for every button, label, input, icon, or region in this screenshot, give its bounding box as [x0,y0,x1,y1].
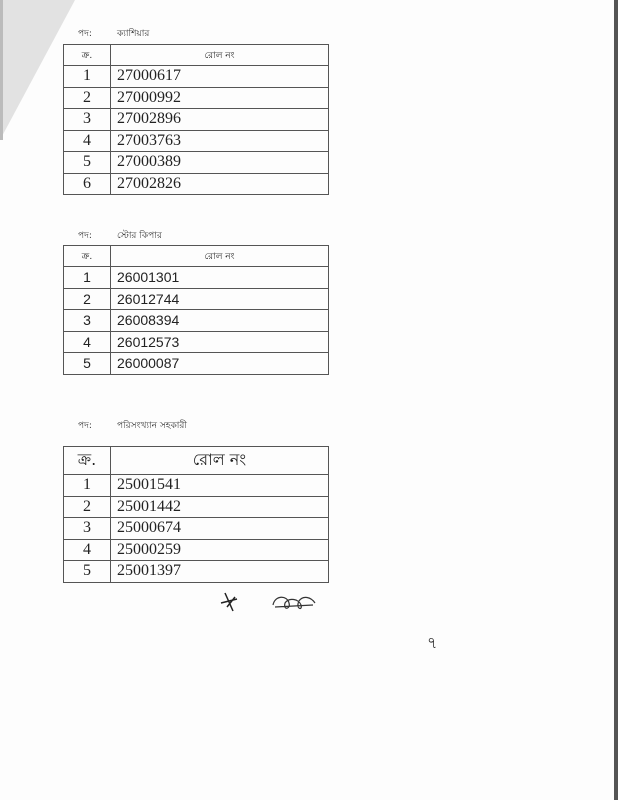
table-row [64,539,329,561]
post-key: পদ: [78,421,92,431]
serial: 1 [64,475,111,497]
header-roll: রোল নং [111,447,329,475]
post-key: পদ: [78,29,92,39]
table-row [64,475,329,497]
table-row [64,288,329,310]
table-header [64,447,329,475]
header-roll: রোল নং [111,246,329,267]
table-row [64,152,329,174]
serial: 2 [64,87,111,109]
roll: 26012573 [111,331,329,353]
roll: 27002826 [111,173,329,195]
serial: 3 [64,518,111,540]
table-cashier [63,44,329,195]
table-row [64,496,329,518]
serial: 2 [64,496,111,518]
roll: 25000674 [111,518,329,540]
table-row [64,353,329,375]
serial: 2 [64,288,111,310]
roll: 25001397 [111,561,329,583]
header-serial: ক্র. [64,45,111,66]
serial: 4 [64,130,111,152]
serial: 4 [64,539,111,561]
serial: 1 [64,66,111,88]
post-key: পদ: [78,231,92,241]
post-value: পরিসংখ্যান সহকারী [117,421,187,431]
roll: 25001442 [111,496,329,518]
roll: 27000617 [111,66,329,88]
post-value: স্টোর কিপার [117,231,162,241]
table-row [64,130,329,152]
serial: 6 [64,173,111,195]
roll: 27003763 [111,130,329,152]
page-fold-edge [0,0,3,140]
serial: 5 [64,152,111,174]
table-header [64,45,329,66]
roll: 25001541 [111,475,329,497]
roll: 26012744 [111,288,329,310]
table-row [64,331,329,353]
serial: 3 [64,310,111,332]
page-number: ৭ [427,633,438,652]
scan-edge [614,0,618,800]
handwritten-signature [215,585,325,620]
serial: 1 [64,267,111,289]
roll: 26001301 [111,267,329,289]
header-serial: ক্র. [64,447,111,475]
roll: 27002896 [111,109,329,131]
header-serial: ক্র. [64,246,111,267]
serial: 5 [64,561,111,583]
table-row [64,87,329,109]
table-row [64,173,329,195]
roll: 26000087 [111,353,329,375]
serial: 4 [64,331,111,353]
roll: 26008394 [111,310,329,332]
table-row [64,518,329,540]
header-roll: রোল নং [111,45,329,66]
roll: 27000992 [111,87,329,109]
serial: 5 [64,353,111,375]
table-store-keeper [63,245,329,375]
table-header [64,246,329,267]
table-row [64,561,329,583]
table-row [64,310,329,332]
roll: 27000389 [111,152,329,174]
table-row [64,109,329,131]
roll: 25000259 [111,539,329,561]
table-row [64,267,329,289]
table-statistics-assistant [63,446,329,583]
serial: 3 [64,109,111,131]
table-row [64,66,329,88]
post-value: ক্যাশিয়ার [117,29,150,39]
